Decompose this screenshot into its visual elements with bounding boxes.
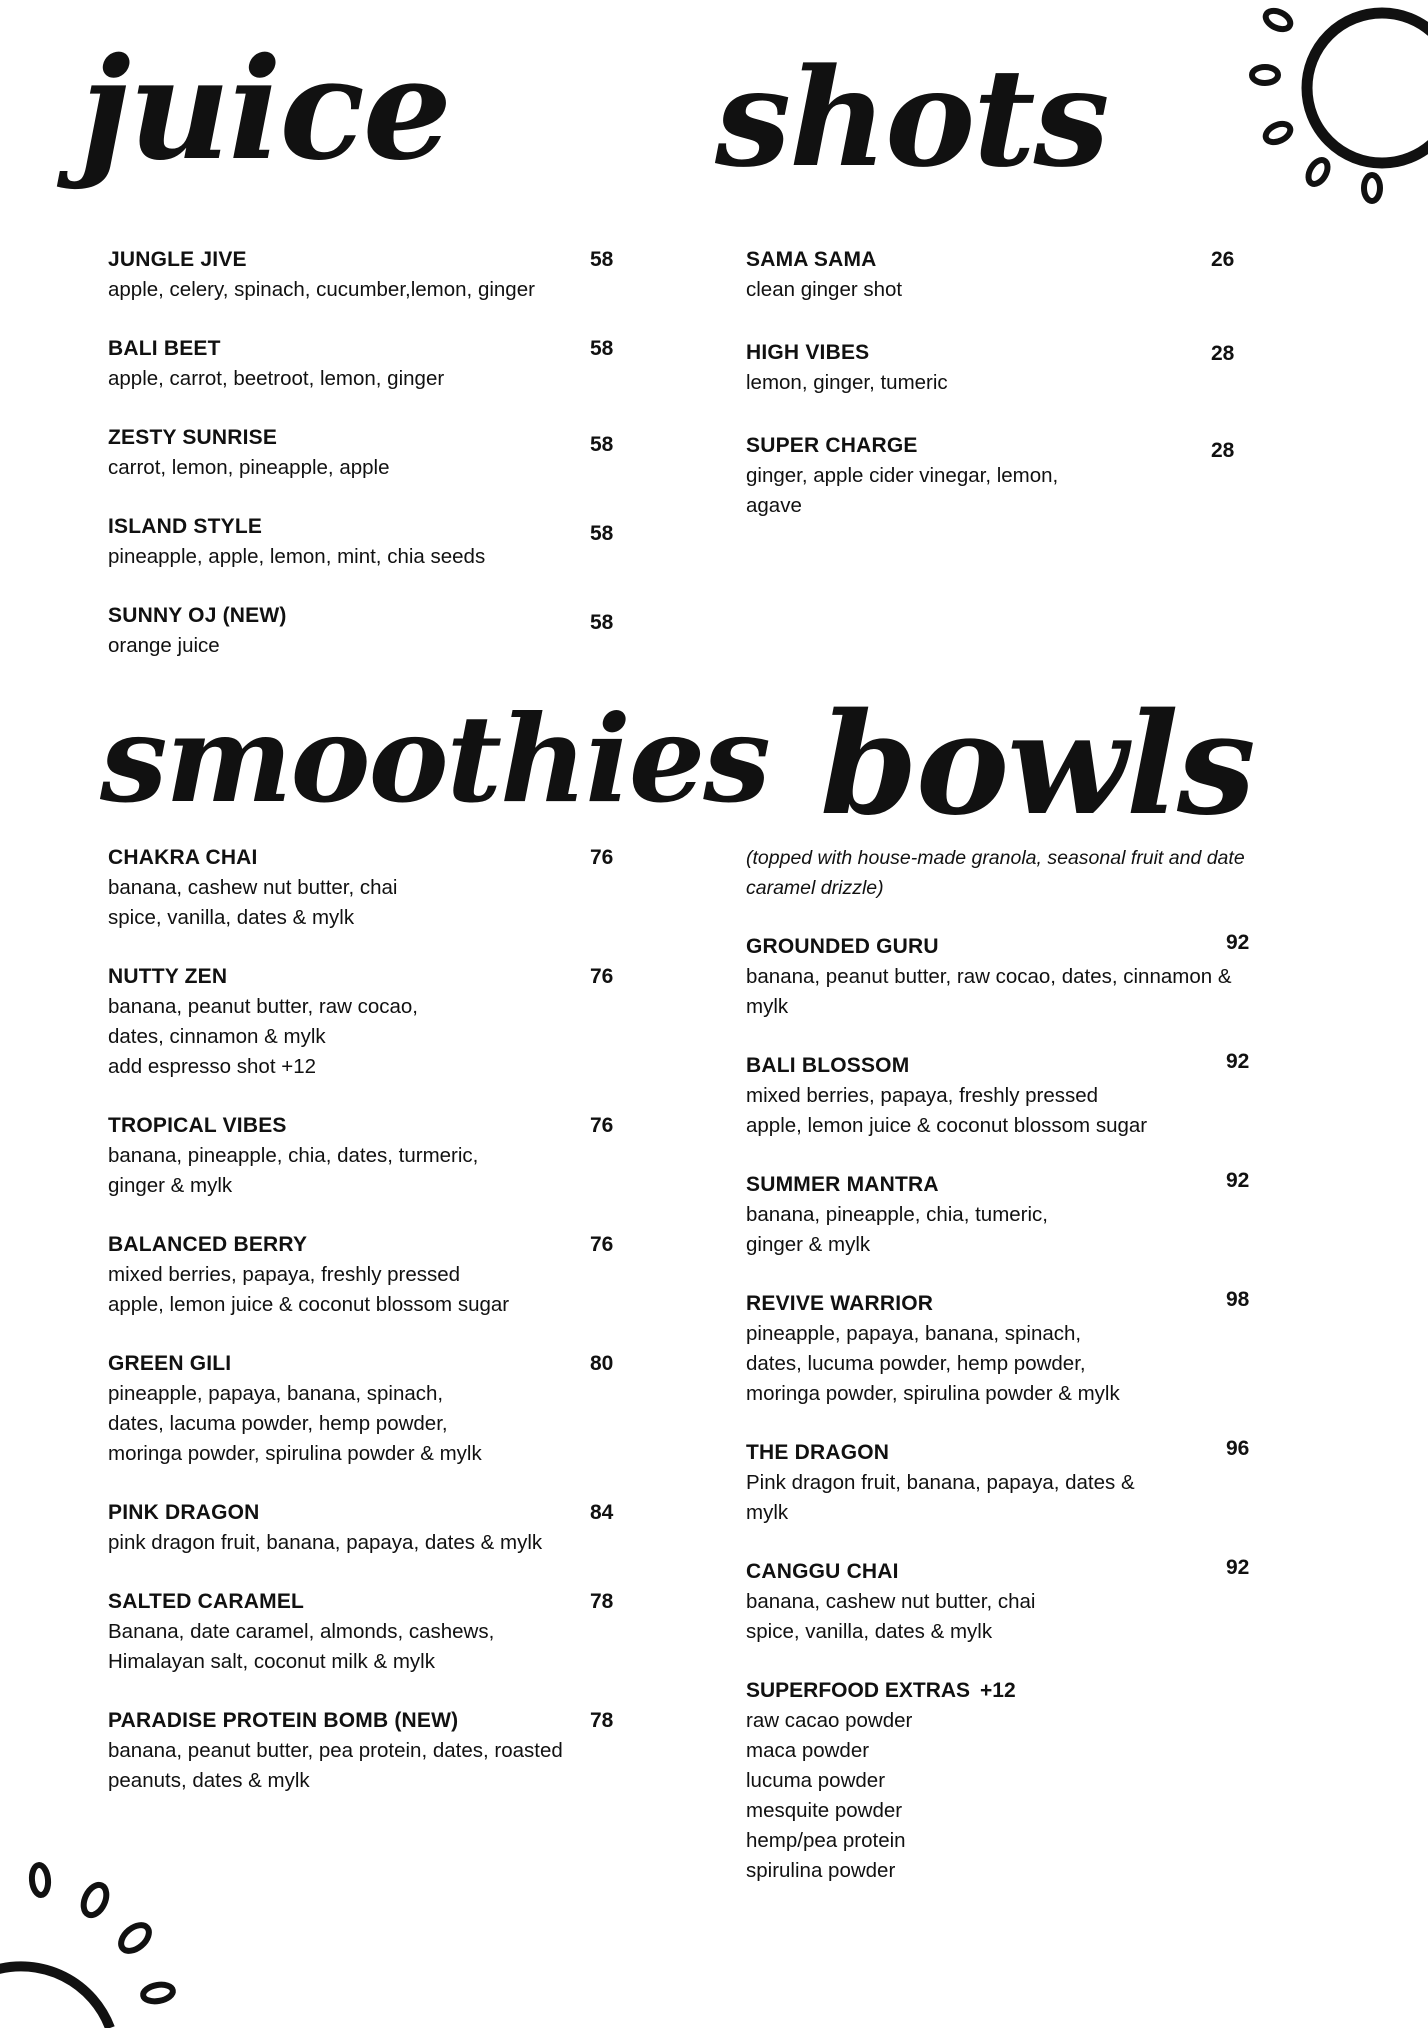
menu-item [108, 1587, 668, 1677]
item-description: Pink dragon fruit, banana, papaya, dates & mylk [746, 1471, 1135, 1524]
item-description: lemon, ginger, tumeric [746, 371, 948, 394]
juice-section [108, 245, 628, 661]
item-name: SUMMER MANTRA [746, 1173, 939, 1196]
item-name: BALI BLOSSOM [746, 1054, 910, 1077]
item-price: 80 [590, 1352, 614, 1375]
menu-item [746, 1170, 1306, 1260]
item-description: clean ginger shot [746, 278, 903, 301]
item-description: banana, pineapple, chia, dates, turmeric, ginger & mylk [108, 1144, 479, 1197]
item-price: 28 [1211, 439, 1235, 462]
item-name: PINK DRAGON [108, 1501, 260, 1524]
item-price: 76 [590, 1114, 614, 1137]
menu-item [108, 1111, 668, 1201]
item-description: carrot, lemon, pineapple, apple [108, 456, 390, 479]
bowls-section [746, 843, 1306, 1886]
item-name: REVIVE WARRIOR [746, 1292, 934, 1315]
extras-list-item: maca powder [746, 1739, 870, 1762]
menu-item [108, 423, 628, 483]
item-name: NUTTY ZEN [108, 965, 228, 988]
item-description: banana, peanut butter, pea protein, dates, roasted peanuts, dates & mylk [108, 1739, 563, 1792]
menu-item [746, 1557, 1306, 1647]
extras-list-item: lucuma powder [746, 1769, 886, 1792]
item-price: 76 [590, 965, 614, 988]
item-name: CANGGU CHAI [746, 1560, 899, 1583]
menu-item [108, 601, 628, 661]
extras-title: SUPERFOOD EXTRAS [746, 1679, 971, 1702]
extras-price: +12 [980, 1679, 1016, 1702]
smoothies-heading: smoothies [100, 689, 769, 830]
item-name: TROPICAL VIBES [108, 1114, 287, 1137]
extras-list-item: raw cacao powder [746, 1709, 913, 1732]
item-name: CHAKRA CHAI [108, 846, 258, 869]
item-name: HIGH VIBES [746, 341, 870, 364]
item-description: apple, carrot, beetroot, lemon, ginger [108, 367, 445, 390]
item-name: ZESTY SUNRISE [108, 426, 278, 449]
extras-list-item: spirulina powder [746, 1859, 896, 1882]
item-description: pineapple, papaya, banana, spinach, dates, lucuma powder, hemp powder, moringa powder, spirulina powder & mylk [746, 1322, 1120, 1405]
item-description: banana, cashew nut butter, chai spice, vanilla, dates & mylk [108, 876, 398, 929]
bowls-heading: bowls [820, 683, 1254, 847]
item-price: 92 [1226, 1169, 1250, 1192]
menu-item [746, 1438, 1306, 1528]
item-description: banana, peanut butter, raw cocao, dates, cinnamon & mylk [746, 965, 1232, 1018]
item-price: 92 [1226, 1556, 1250, 1579]
item-description: banana, cashew nut butter, chai spice, vanilla, dates & mylk [746, 1590, 1036, 1643]
item-price: 78 [590, 1709, 614, 1732]
menu-item [108, 512, 628, 572]
smoothies-section [108, 843, 668, 1796]
item-price: 84 [590, 1501, 614, 1524]
item-price: 58 [590, 248, 614, 271]
menu-item [108, 334, 628, 394]
item-price: 76 [590, 846, 614, 869]
menu-item [108, 1706, 668, 1796]
bowls-note: (topped with house-made granola, seasonal fruit and date caramel drizzle) [746, 847, 1245, 899]
item-price: 26 [1211, 248, 1235, 271]
item-price: 58 [590, 522, 614, 545]
item-price: 98 [1226, 1288, 1250, 1311]
item-name: PARADISE PROTEIN BOMB (NEW) [108, 1709, 459, 1732]
item-description: pineapple, papaya, banana, spinach, dates, lacuma powder, hemp powder, moringa powder, spirulina powder & mylk [108, 1382, 482, 1465]
menu-item [746, 1289, 1306, 1409]
item-name: ISLAND STYLE [108, 515, 263, 538]
item-price: 92 [1226, 1050, 1250, 1073]
item-description: ginger, apple cider vinegar, lemon, agave [746, 464, 1059, 517]
juice-heading: juice [80, 28, 450, 192]
item-name: GREEN GILI [108, 1352, 232, 1375]
item-description: banana, peanut butter, raw cocao, dates, cinnamon & mylk add espresso shot +12 [108, 995, 419, 1078]
extras-list-item: hemp/pea protein [746, 1829, 906, 1852]
menu-item [108, 1349, 668, 1469]
menu-item [108, 1498, 668, 1558]
item-price: 92 [1226, 931, 1250, 954]
sun-icon-top-right [1240, 0, 1428, 220]
item-name: SUPER CHARGE [746, 434, 918, 457]
shots-section [746, 245, 1266, 521]
menu-item [746, 1051, 1306, 1141]
superfood-extras [746, 1676, 1306, 1886]
item-price: 58 [590, 337, 614, 360]
menu-item [108, 962, 668, 1082]
item-price: 76 [590, 1233, 614, 1256]
item-description: apple, celery, spinach, cucumber,lemon, ginger [108, 278, 535, 301]
menu-item [108, 1230, 668, 1320]
item-price: 78 [590, 1590, 614, 1613]
item-description: pink dragon fruit, banana, papaya, dates & mylk [108, 1531, 543, 1554]
item-description: Banana, date caramel, almonds, cashews, Himalayan salt, coconut milk & mylk [108, 1620, 495, 1673]
menu-item [108, 843, 668, 933]
shots-heading: shots [715, 38, 1108, 197]
item-description: mixed berries, papaya, freshly pressed apple, lemon juice & coconut blossom sugar [746, 1084, 1148, 1137]
item-price: 58 [590, 611, 614, 634]
item-description: banana, pineapple, chia, tumeric, ginger & mylk [746, 1203, 1049, 1256]
item-name: SALTED CARAMEL [108, 1590, 305, 1613]
item-name: THE DRAGON [746, 1441, 890, 1464]
item-name: GROUNDED GURU [746, 935, 939, 958]
extras-heading [746, 1676, 1306, 1706]
item-name: SAMA SAMA [746, 248, 877, 271]
item-name: BALANCED BERRY [108, 1233, 308, 1256]
item-name: BALI BEET [108, 337, 221, 360]
menu-item [746, 431, 1266, 521]
menu-item [746, 338, 1266, 398]
item-price: 28 [1211, 342, 1235, 365]
menu-item [108, 245, 628, 305]
item-description: pineapple, apple, lemon, mint, chia seeds [108, 545, 486, 568]
item-price: 58 [590, 433, 614, 456]
extras-list-item: mesquite powder [746, 1799, 903, 1822]
item-name: JUNGLE JIVE [108, 248, 247, 271]
item-description: orange juice [108, 634, 220, 657]
item-name: SUNNY OJ (NEW) [108, 604, 287, 627]
menu-item [746, 932, 1306, 1022]
menu-item [746, 245, 1266, 305]
sun-icon-bottom-left [0, 1860, 190, 2028]
item-description: mixed berries, papaya, freshly pressed apple, lemon juice & coconut blossom sugar [108, 1263, 510, 1316]
item-price: 96 [1226, 1437, 1250, 1460]
